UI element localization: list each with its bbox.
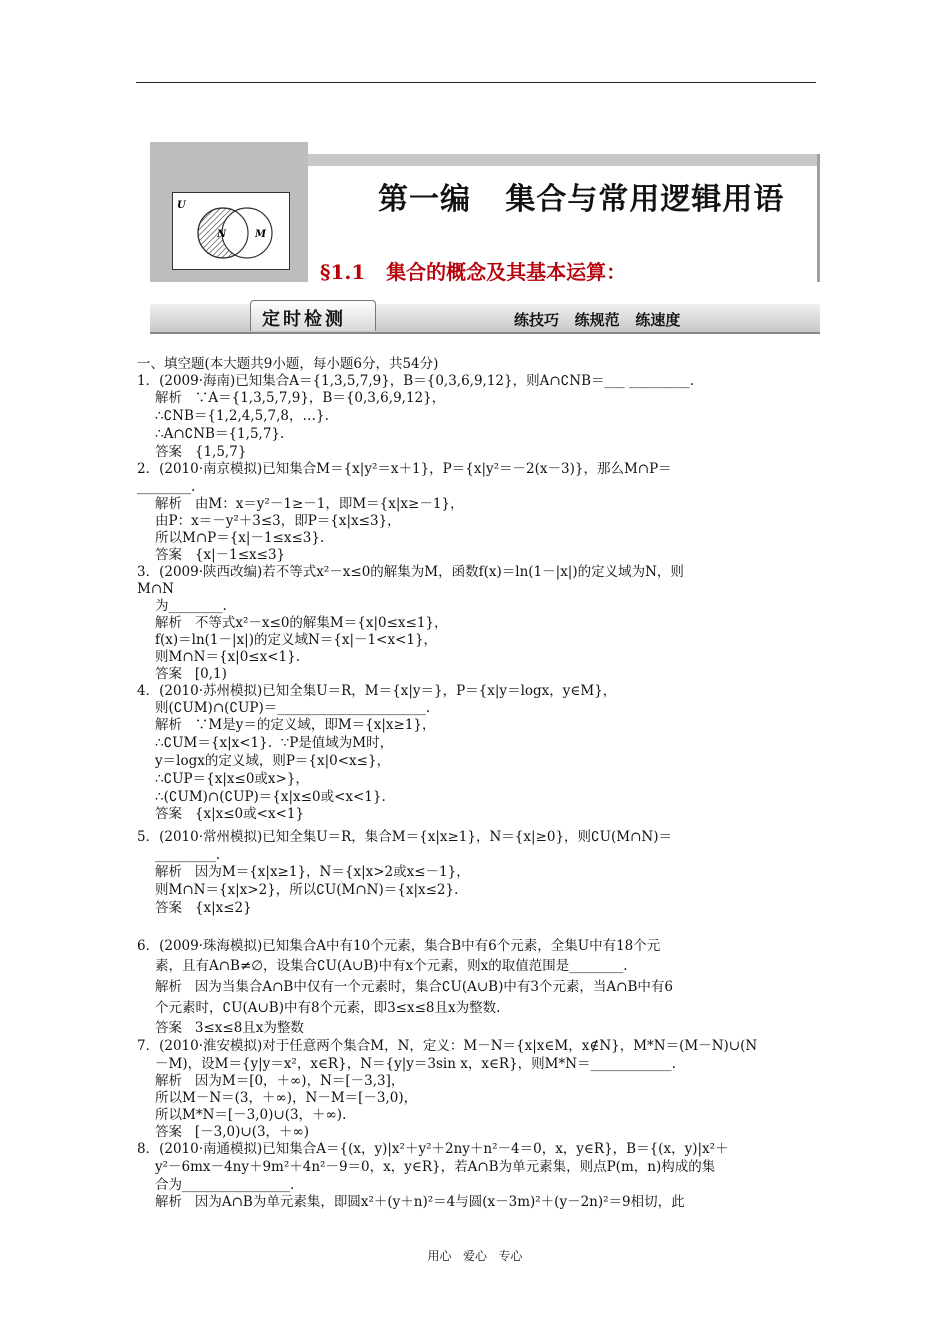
text-line: 解析 因为当集合A∩B中仅有一个元素时，集合∁U(A∪B)中有3个元素，当A∩B中有6 — [155, 979, 673, 995]
text-line: 解析 不等式x²－x≤0的解集M＝{x|0≤x≤1}， — [155, 615, 448, 631]
top-rule — [136, 82, 816, 83]
text-line: 解析 因为A∩B为单元素集，即圆x²＋(y＋n)²＝4与圆(x－3m)²＋(y－2n)²＝9相切，此 — [155, 1194, 685, 1210]
text-line: 素，且有A∩B≠∅，设集合∁U(A∪B)中有x个元素，则x的取值范围是________. — [155, 958, 628, 974]
text-line: 答案 3≤x≤8且x为整数 — [155, 1020, 304, 1036]
chapter-title: 第一编 集合与常用逻辑用语 — [378, 182, 785, 217]
text-line: 所以M*N＝[－3,0)∪(3，＋∞). — [155, 1107, 347, 1123]
text-line: 5．(2010·常州模拟)已知全集U＝R，集合M＝{x|x≥1}，N＝{x|≥0}，则∁U(M∩N)＝ — [137, 829, 672, 845]
text-line: ∴(∁UM)∩(∁UP)＝{x|x≤0或<x<1}. — [155, 789, 386, 805]
venn-label-n: N — [217, 229, 227, 240]
text-line: 则(∁UM)∩(∁UP)＝______________________. — [155, 700, 431, 716]
text-line: y²－6mx－4ny＋9m²＋4n²－9＝0，x，y∈R}，若A∩B为单元素集，则点P(m，n)构成的集 — [155, 1159, 716, 1175]
text-line: 一、填空题(本大题共9小题，每小题6分，共54分) — [137, 356, 439, 372]
text-line: ∴∁UM＝{x|x<1}. ∵P是值域为M时， — [155, 735, 394, 751]
text-line: 解析 因为M＝[0，＋∞)，N＝[－3,3]， — [155, 1073, 405, 1089]
text-line: 答案 {x|x≤2} — [155, 900, 252, 916]
banner-right-edge — [817, 154, 820, 282]
venn-label-u: U — [177, 200, 186, 211]
banner-top-strip — [308, 154, 820, 166]
text-line: 解析 因为M＝{x|x≥1}，N＝{x|x>2或x≤－1}， — [155, 864, 470, 880]
text-line: ∴∁UP＝{x|x≤0或x>}， — [155, 771, 309, 787]
text-line: f(x)＝ln(1－|x|)的定义域N＝{x|－1<x<1}， — [155, 632, 438, 648]
text-line: M∩N — [137, 581, 174, 597]
text-line: 答案 [－3,0)∪(3，＋∞) — [155, 1124, 310, 1140]
text-line: 答案 [0,1) — [155, 666, 227, 682]
text-line: 答案 {1,5,7} — [155, 444, 247, 460]
text-line: －M)，设M＝{y|y＝x²，x∈R}，N＝{y|y＝3sin x，x∈R}，则M*N＝____________. — [155, 1056, 676, 1072]
text-line: 答案 {x|x≤0或<x<1} — [155, 806, 305, 822]
text-line: ∴∁NB＝{1,2,4,5,7,8，…}. — [155, 408, 329, 424]
text-line: 由P：x＝－y²＋3≤3，即P＝{x|x≤3}， — [155, 513, 401, 529]
venn-diagram-icon — [172, 192, 290, 270]
text-line: 解析 ∵M是y＝的定义域，即M＝{x|x≥1}， — [155, 717, 436, 733]
text-line: 2．(2010·南京模拟)已知集合M＝{x|y²＝x＋1}，P＝{x|y²＝－2(x－3)}，那么M∩P＝ — [137, 461, 672, 477]
text-line: 8．(2010·南通模拟)已知集合A＝{(x，y)|x²＋y²＋2ny＋n²－4＝0，x，y∈R}，B＝{(x，y)|x²＋ — [137, 1141, 729, 1157]
page-footer: 用心 爱心 专心 — [427, 1249, 523, 1263]
text-line: 6．(2009·珠海模拟)已知集合A中有10个元素，集合B中有6个元素，全集U中有18个元 — [137, 938, 661, 954]
timed-test-bar — [150, 300, 820, 334]
text-line: 解析 ∵A＝{1,3,5,7,9}，B＝{0,3,6,9,12}， — [155, 390, 446, 406]
text-line: 则M∩N＝{x|0≤x<1}. — [155, 649, 300, 665]
timed-test-label: 定时检测 — [262, 309, 346, 330]
text-line: 所以M－N＝(3，＋∞)，N－M＝[－3,0)， — [155, 1090, 418, 1106]
text-line: 4．(2010·苏州模拟)已知全集U＝R，M＝{x|y＝}，P＝{x|y＝logx，y∈M}， — [137, 683, 617, 699]
text-line: 则M∩N＝{x|x>2}，所以∁U(M∩N)＝{x|x≤2}. — [155, 882, 459, 898]
text-line: ∴A∩∁NB＝{1,5,7}. — [155, 426, 285, 442]
section-title: §1.1 集合的概念及其基本运算： — [320, 260, 627, 284]
text-line: ________. — [137, 479, 196, 495]
text-line: 7．(2010·淮安模拟)对于任意两个集合M，N，定义：M－N＝{x|x∈M，x∉N}，M*N＝(M－N)∪(N — [137, 1038, 758, 1054]
text-line: 1．(2009·海南)已知集合A＝{1,3,5,7,9}，B＝{0,3,6,9,12}，则A∩∁NB＝___ _________. — [137, 373, 695, 389]
text-line: _________. — [155, 847, 221, 863]
text-line: 为________. — [155, 598, 227, 614]
text-line: 3．(2009·陕西改编)若不等式x²－x≤0的解集为M，函数f(x)＝ln(1－|x|)的定义域为N，则 — [137, 564, 684, 580]
text-line: 所以M∩P＝{x|－1≤x≤3}. — [155, 530, 325, 546]
text-line: y＝logx的定义域，则P＝{x|0<x≤}， — [155, 753, 391, 769]
chapter-banner — [150, 142, 820, 282]
text-line: 答案 {x|－1≤x≤3} — [155, 547, 286, 563]
venn-label-m: M — [255, 229, 267, 240]
text-line: 个元素时，∁U(A∪B)中有8个元素，即3≤x≤8且x为整数. — [155, 1000, 501, 1016]
text-line: 合为________________. — [155, 1177, 295, 1193]
practice-slogan: 练技巧 练规范 练速度 — [514, 311, 681, 329]
text-line: 解析 由M：x＝y²－1≥－1，即M＝{x|x≥－1}， — [155, 496, 464, 512]
